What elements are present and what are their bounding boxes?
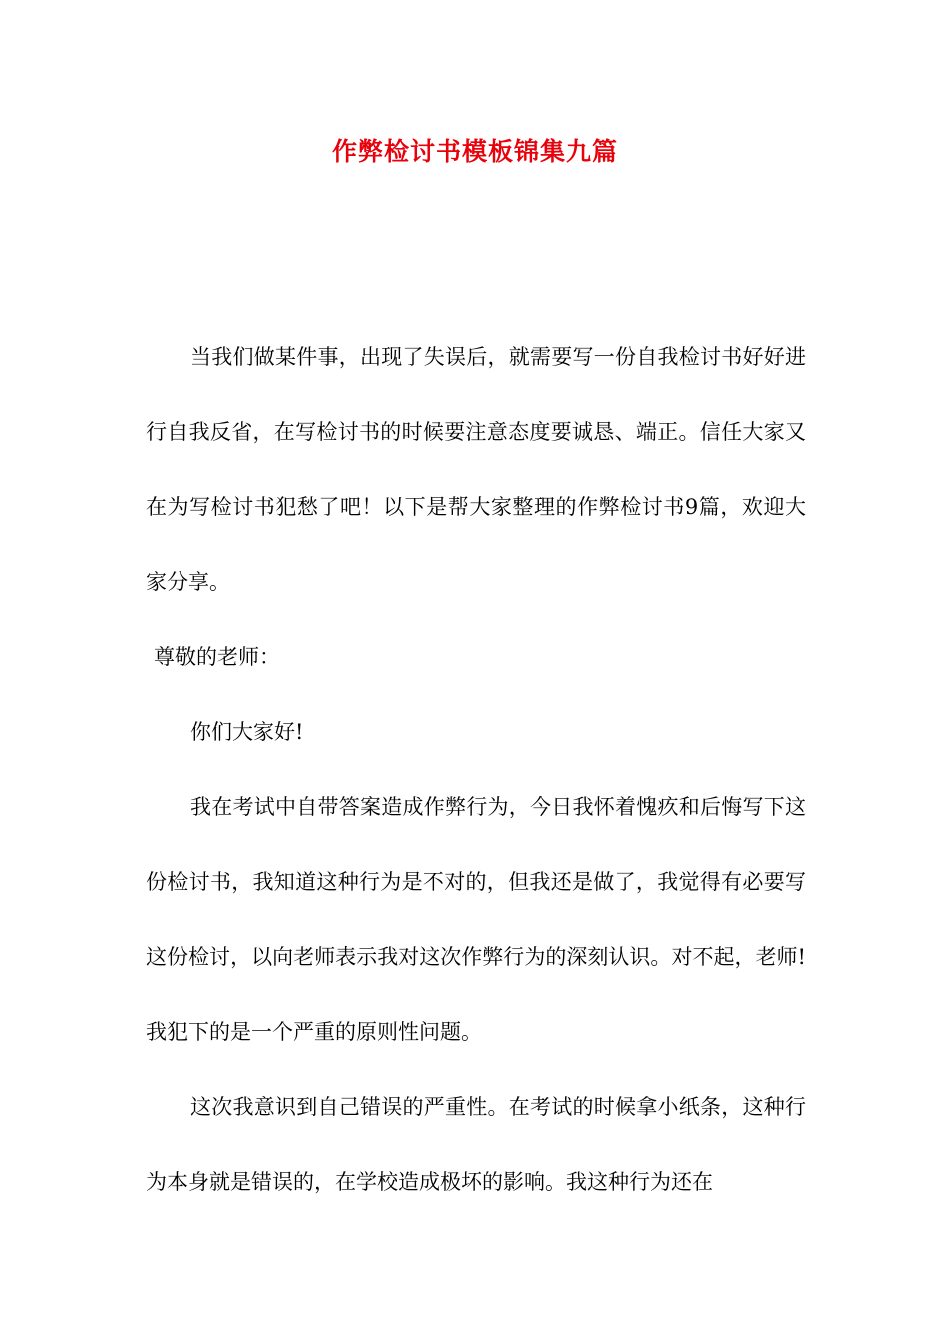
greeting: 你们大家好!	[190, 720, 304, 744]
intro-paragraph: 当我们做某件事，出现了失误后，就需要写一份自我检讨书好好进行自我反省，在写检讨书的时候要注意态度要诚恳、端正。信任大家又在为写检讨书犯愁了吧！以下是帮大家整理的作弊检讨书9篇，欢迎大家分享。	[146, 345, 806, 594]
document-body	[146, 320, 806, 1220]
body-paragraph-2: 这次我意识到自己错误的严重性。在考试的时候拿小纸条，这种行为本身就是错误的，在学校造成极坏的影响。我这种行为还在	[146, 1095, 806, 1194]
document-title: 作弊检讨书模板锦集九篇	[331, 137, 618, 166]
salutation: 尊敬的老师：	[154, 645, 280, 669]
body-paragraph-1: 我在考试中自带答案造成作弊行为，今日我怀着愧疚和后悔写下这份检讨书，我知道这种行为是不对的，但我还是做了，我觉得有必要写这份检讨，以向老师表示我对这次作弊行为的深刻认识。对不起，老师!我犯下的是一个严重的原则性问题。	[146, 795, 806, 1044]
